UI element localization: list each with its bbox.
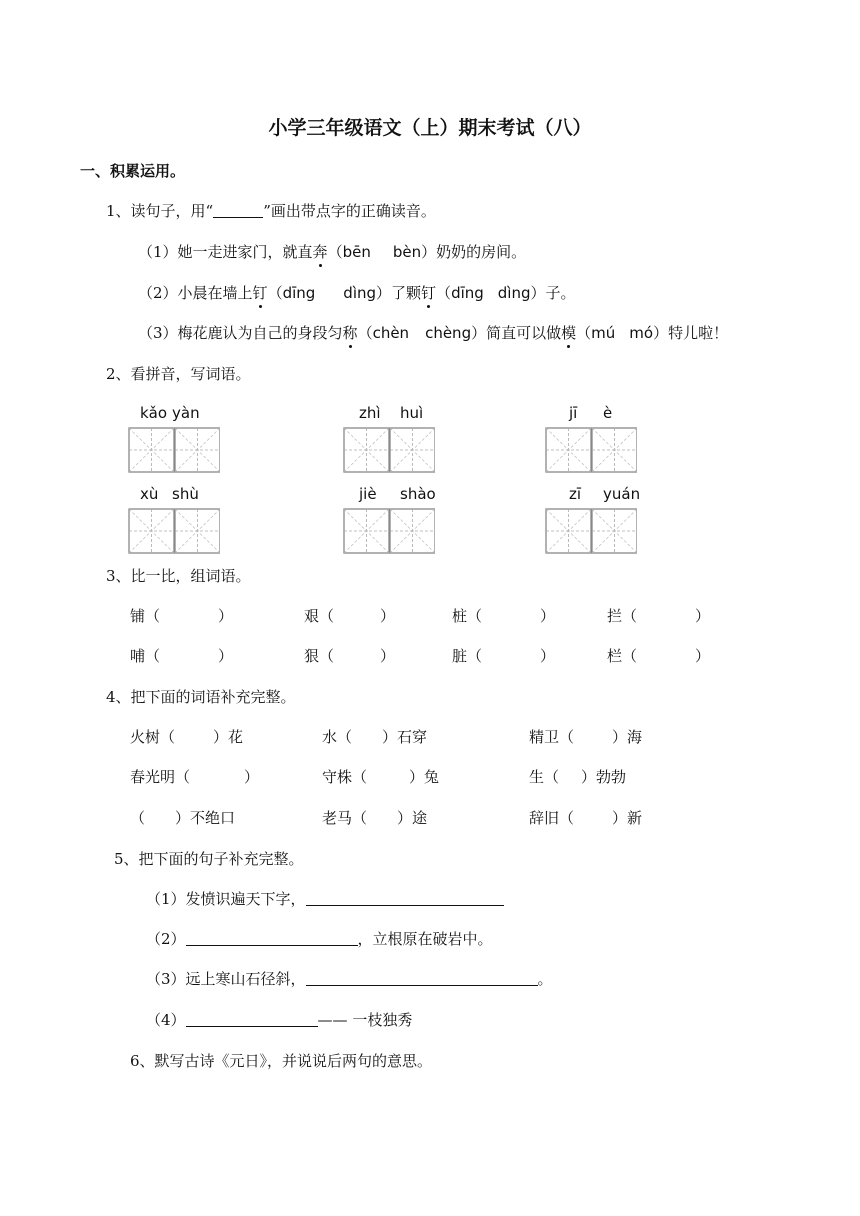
dotted-char: 奔 bbox=[312, 243, 328, 261]
q5-line-4 bbox=[146, 1010, 412, 1030]
dotted-char: 钉 bbox=[421, 284, 437, 302]
compare-char: 铺 bbox=[130, 607, 146, 625]
idiom-item[interactable] bbox=[322, 808, 427, 828]
q1-sentence-1 bbox=[138, 242, 526, 262]
q1-s1-end: ）奶奶的房间。 bbox=[421, 243, 527, 261]
pinyin-label: xù bbox=[140, 485, 159, 503]
q1-s1-text: （1）她一走进家门，就直 bbox=[138, 243, 313, 261]
compare-item[interactable] bbox=[607, 606, 710, 626]
dotted-char: 称 bbox=[342, 324, 358, 342]
q5-l4-num: （4） bbox=[146, 1011, 186, 1029]
q1-prompt-end: ”画出带点字的正确读音。 bbox=[263, 202, 436, 220]
compare-item[interactable] bbox=[452, 646, 555, 666]
tianzige-box[interactable] bbox=[343, 427, 435, 471]
q1-sentence-3 bbox=[138, 323, 728, 343]
question-5-prompt: 5、把下面的句子补充完整。 bbox=[114, 850, 304, 868]
q5-l2-text: ，立根原在破岩中。 bbox=[357, 930, 493, 948]
pinyin-option[interactable]: dīng bbox=[282, 284, 316, 302]
idiom-part: ）勃勃 bbox=[581, 768, 627, 786]
idiom-item[interactable] bbox=[322, 727, 427, 747]
idiom-item[interactable] bbox=[130, 808, 235, 828]
paren-close: ） bbox=[380, 607, 396, 625]
paren-open: （ bbox=[267, 284, 283, 302]
idiom-part: ）石穿 bbox=[382, 728, 428, 746]
pinyin-option[interactable]: bèn bbox=[392, 243, 422, 261]
pinyin-label: kǎo bbox=[140, 404, 168, 422]
paren-close: ） bbox=[218, 647, 234, 665]
idiom-part: 老马（ bbox=[322, 809, 368, 827]
pinyin-label: yuán bbox=[603, 485, 641, 503]
pinyin-label: è bbox=[603, 404, 613, 422]
pinyin-label: jī bbox=[569, 404, 578, 422]
q1-sentence-2 bbox=[138, 283, 576, 303]
q1-s3-text: （3）梅花鹿认为自己的身段匀 bbox=[138, 324, 343, 342]
answer-blank[interactable] bbox=[306, 889, 504, 906]
q5-l2-num: （2） bbox=[146, 930, 186, 948]
paren-close: ） bbox=[380, 647, 396, 665]
pinyin-option[interactable]: mú bbox=[591, 324, 616, 342]
answer-blank[interactable] bbox=[306, 969, 538, 986]
pinyin-label: jiè bbox=[359, 485, 377, 503]
q1-s2-end: ）子。 bbox=[530, 284, 576, 302]
paren-open: （ bbox=[436, 284, 452, 302]
compare-item[interactable] bbox=[130, 606, 233, 626]
idiom-part: ） bbox=[244, 768, 260, 786]
tianzige-box[interactable] bbox=[343, 508, 435, 552]
idiom-item[interactable] bbox=[130, 767, 259, 787]
idiom-part: ）不绝口 bbox=[175, 809, 236, 827]
idiom-item[interactable] bbox=[529, 727, 642, 747]
compare-char: 狠 bbox=[304, 647, 320, 665]
idiom-item[interactable] bbox=[529, 808, 642, 828]
paren-open: （ bbox=[319, 647, 335, 665]
compare-char: 栏 bbox=[607, 647, 623, 665]
idiom-part: 火树（ bbox=[130, 728, 176, 746]
compare-char: 桩 bbox=[452, 607, 468, 625]
question-1-prompt bbox=[106, 201, 436, 221]
pinyin-label: zī bbox=[569, 485, 582, 503]
compare-item[interactable] bbox=[304, 606, 395, 626]
compare-item[interactable] bbox=[452, 606, 555, 626]
idiom-part: ）花 bbox=[213, 728, 244, 746]
pinyin-label: huì bbox=[400, 404, 424, 422]
q1-s3-mid: ）简直可以做 bbox=[471, 324, 562, 342]
question-6-prompt: 6、默写古诗《元日》，并说说后两句的意思。 bbox=[130, 1052, 433, 1070]
compare-char: 艰 bbox=[304, 607, 320, 625]
paren-open: （ bbox=[467, 607, 483, 625]
answer-blank[interactable] bbox=[186, 929, 358, 946]
paren-open: （ bbox=[145, 607, 161, 625]
paren-open: （ bbox=[357, 324, 373, 342]
q1-s2-text: （2）小晨在墙上 bbox=[138, 284, 253, 302]
paren-open: （ bbox=[319, 607, 335, 625]
idiom-part: ）兔 bbox=[409, 768, 440, 786]
paren-close: ） bbox=[695, 607, 711, 625]
paren-close: ） bbox=[540, 647, 556, 665]
q5-l3-end: 。 bbox=[537, 970, 553, 988]
paren-close: ） bbox=[540, 607, 556, 625]
tianzige-box[interactable] bbox=[128, 427, 220, 471]
paren-open: （ bbox=[622, 647, 638, 665]
compare-item[interactable] bbox=[304, 646, 395, 666]
pinyin-label: shào bbox=[400, 485, 436, 503]
pinyin-option[interactable]: mó bbox=[629, 324, 654, 342]
pinyin-label: yàn bbox=[172, 404, 200, 422]
tianzige-box[interactable] bbox=[545, 427, 637, 471]
paren-open: （ bbox=[622, 607, 638, 625]
q5-line-2 bbox=[146, 929, 493, 949]
pinyin-option[interactable]: dìng bbox=[343, 284, 377, 302]
q5-line-3 bbox=[146, 969, 553, 989]
pinyin-option[interactable]: chèn bbox=[372, 324, 410, 342]
q5-l1-text: （1）发愤识遍天下字， bbox=[146, 890, 306, 908]
pinyin-label: shù bbox=[172, 485, 199, 503]
answer-blank[interactable] bbox=[186, 1010, 318, 1027]
q1-prompt-start: 1、读句子，用“ bbox=[106, 202, 214, 220]
section-heading-1: 一、积累运用。 bbox=[80, 162, 186, 180]
compare-char: 拦 bbox=[607, 607, 623, 625]
question-4-prompt: 4、把下面的词语补充完整。 bbox=[106, 688, 296, 706]
dotted-char: 模 bbox=[561, 324, 577, 342]
idiom-part: 春光明（ bbox=[130, 768, 191, 786]
pinyin-option[interactable]: dīng bbox=[451, 284, 484, 302]
idiom-part: ）海 bbox=[612, 728, 643, 746]
idiom-part: ）新 bbox=[612, 809, 643, 827]
pinyin-option[interactable]: bēn bbox=[342, 243, 371, 261]
compare-char: 脏 bbox=[452, 647, 468, 665]
tianzige-box[interactable] bbox=[128, 508, 220, 552]
pinyin-label: zhì bbox=[359, 404, 381, 422]
idiom-part: 守株（ bbox=[322, 768, 368, 786]
paren-close: ） bbox=[695, 647, 711, 665]
dotted-char: 钉 bbox=[252, 284, 268, 302]
page-title: 小学三年级语文（上）期末考试（八） bbox=[268, 117, 592, 139]
compare-item[interactable] bbox=[607, 646, 710, 666]
compare-item[interactable] bbox=[130, 646, 233, 666]
idiom-part: （ bbox=[130, 809, 146, 827]
idiom-part: ）途 bbox=[397, 809, 428, 827]
paren-open: （ bbox=[327, 243, 343, 261]
paren-open: （ bbox=[576, 324, 592, 342]
q5-l4-text: —— 一枝独秀 bbox=[317, 1011, 413, 1029]
question-2-prompt: 2、看拼音，写词语。 bbox=[106, 365, 251, 383]
idiom-part: 生（ bbox=[529, 768, 560, 786]
idiom-item[interactable] bbox=[529, 767, 626, 787]
tianzige-box[interactable] bbox=[545, 508, 637, 552]
idiom-item[interactable] bbox=[130, 727, 243, 747]
paren-open: （ bbox=[467, 647, 483, 665]
paren-close: ） bbox=[218, 607, 234, 625]
q5-line-1 bbox=[146, 889, 504, 909]
pinyin-option[interactable]: chèng bbox=[425, 324, 472, 342]
compare-char: 哺 bbox=[130, 647, 146, 665]
q1-s3-end: ）特儿啦！ bbox=[653, 324, 729, 342]
idiom-part: 精卫（ bbox=[529, 728, 575, 746]
q1-s2-mid: ）了颗 bbox=[376, 284, 422, 302]
idiom-item[interactable] bbox=[322, 767, 439, 787]
pinyin-option[interactable]: dìng bbox=[497, 284, 531, 302]
underline-sample bbox=[213, 201, 263, 218]
idiom-part: 水（ bbox=[322, 728, 353, 746]
paren-open: （ bbox=[145, 647, 161, 665]
idiom-part: 辞旧（ bbox=[529, 809, 575, 827]
question-3-prompt: 3、比一比，组词语。 bbox=[106, 567, 251, 585]
q5-l3-text: （3）远上寒山石径斜， bbox=[146, 970, 306, 988]
